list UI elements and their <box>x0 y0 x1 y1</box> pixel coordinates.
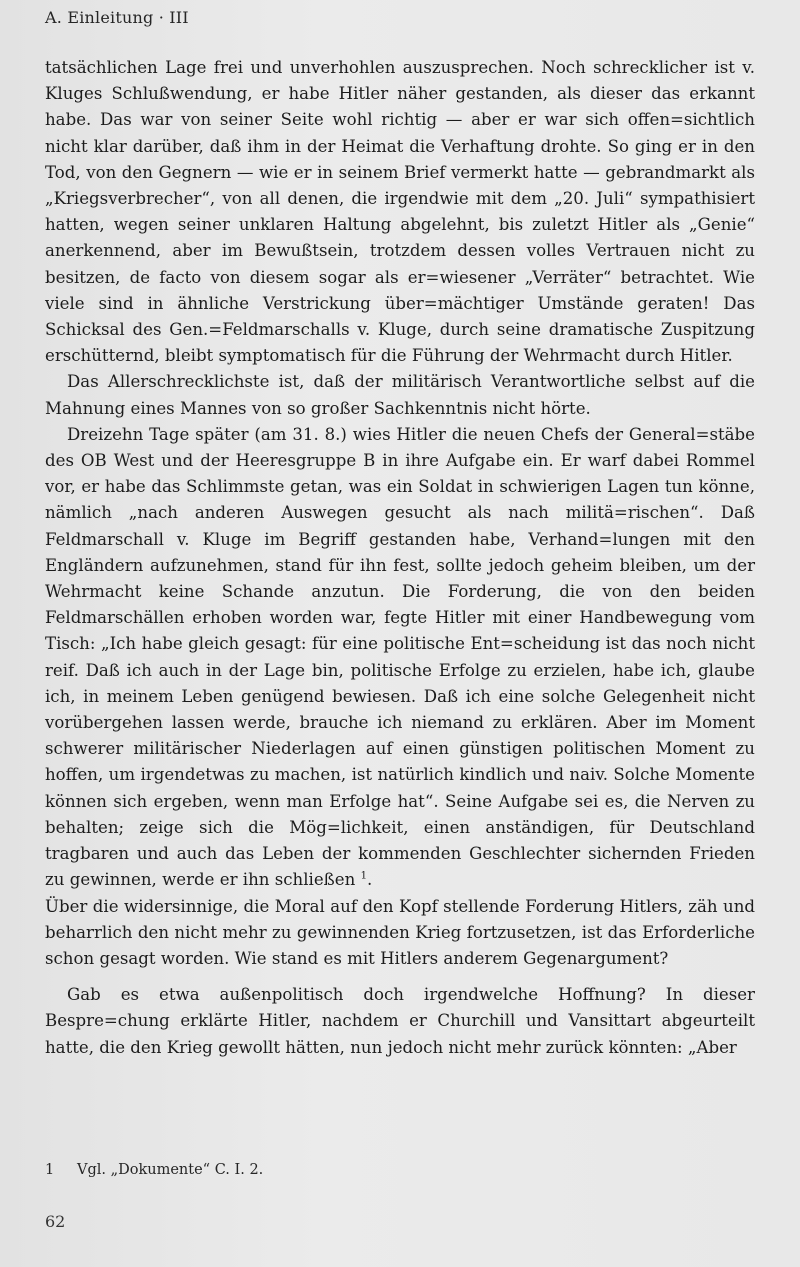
paragraph-3 <box>45 422 755 894</box>
paragraph-4: Über die widersinnige, die Moral auf den Kopf stellende Forderung Hitlers, zäh und beharrlich den nicht mehr zu gewinnenden Krieg fortzusetzen, ist das Erforderliche schon gesagt worden. Wie stand es mit Hitlers anderem Gegenargument? <box>45 896 755 968</box>
running-head: A. Einleitung · III <box>45 8 189 27</box>
paragraph-3-period: . <box>366 870 373 890</box>
paragraph-5: Gab es etwa außenpolitisch doch irgendwelche Hoffnung? In dieser Bespre=chung erklärte Hitler, nachdem er Churchill und Vansittart abgeurteilt hatte, die den Krieg gewollt hätten, nun jedoch nicht mehr zurück könnten: „Aber <box>45 985 755 1057</box>
paragraph-1: tatsächlichen Lage frei und unverhohlen auszusprechen. Noch schrecklicher ist v. Kluges Schlußwendung, er habe Hitler näher gestanden, als dieser das erkannt habe. Das war von seiner Seite wohl richtig — aber er war sich offen=sichtlich nicht klar darüber, daß ihm in der Heimat die Verhaftung drohte. So ging er in den Tod, von den Gegnern — wie er in seinem Brief vermerkt hatte — gebrandmarkt als „Kriegsverbrecher“, von all denen, die irgendwie mit dem „20. Juli“ sympathisiert hatten, wegen seiner unklaren Haltung abgelehnt, bis zuletzt Hitler als „Genie“ anerkennend, aber im Bewußtsein, trotzdem dessen volles Vertrauen nicht zu besitzen, de facto von diesem sogar als er=wiesener „Verräter“ betrachtet. Wie viele sind in ähnliche Verstrickung über=mächtiger Umstände geraten! Das Schicksal des Gen.=Feldmarschalls v. Kluge, durch seine dramatische Zuspitzung erschütternd, bleibt symptomatisch für die Führung der Wehrmacht durch Hitler. <box>45 58 755 366</box>
footnote-text: Vgl. „Dokumente“ C. I. 2. <box>77 1162 264 1178</box>
paragraph-3-text: Dreizehn Tage später (am 31. 8.) wies Hitler die neuen Chefs der General=stäbe des OB West und der Heeresgruppe B in ihre Aufgabe ein. Er warf dabei Rommel vor, er habe das Schlimmste getan, was ein Soldat in schwierigen Lagen tun könne, nämlich „nach anderen Auswegen gesucht als nach militä=rischen“. Daß Feldmarschall v. Kluge im Begriff gestanden habe, Verhand=lungen mit den Engländern aufzunehmen, stand für ihn fest, sollte jedoch geheim bleiben, um der Wehrmacht keine Schande anzutun. Die Forderung, die von den beiden Feldmarschällen erhoben worden war, fegte Hitler mit einer Handbewegung vom Tisch: „Ich habe gleich gesagt: für eine politische Ent=scheidung ist das noch nicht reif. Daß ich auch in der Lage bin, politische Erfolge zu erzielen, habe ich, glaube ich, in meinem Leben genügend bewiesen. Daß ich eine solche Gelegenheit nicht vorübergehen lassen werde, brauche ich niemand zu erklären. Aber im Moment schwerer militärischer Niederlagen auf einen günstigen politischen Moment zu hoffen, um irgendetwas zu machen, ist natürlich kindlich und naiv. Solche Momente können sich ergeben, wenn man Erfolge hat“. Seine Aufgabe sei es, die Nerven zu behalten; zeige sich die Mög=lichkeit, einen anständigen, für Deutschland tragbaren und auch das Leben der kommenden Geschlechter sichernden Frieden zu gewinnen, werde er ihn schließen <box>45 424 755 890</box>
footnote-reference[interactable]: 1 <box>360 870 367 882</box>
page-number: 62 <box>45 1212 66 1231</box>
footnote-number: 1 <box>45 1162 55 1178</box>
footnote <box>45 1162 263 1178</box>
body-text <box>45 55 755 1061</box>
paragraph-2: Das Allerschrecklichste ist, daß der militärisch Verantwortliche selbst auf die Mahnung eines Mannes von so großer Sachkenntnis nicht hörte. <box>45 372 755 418</box>
